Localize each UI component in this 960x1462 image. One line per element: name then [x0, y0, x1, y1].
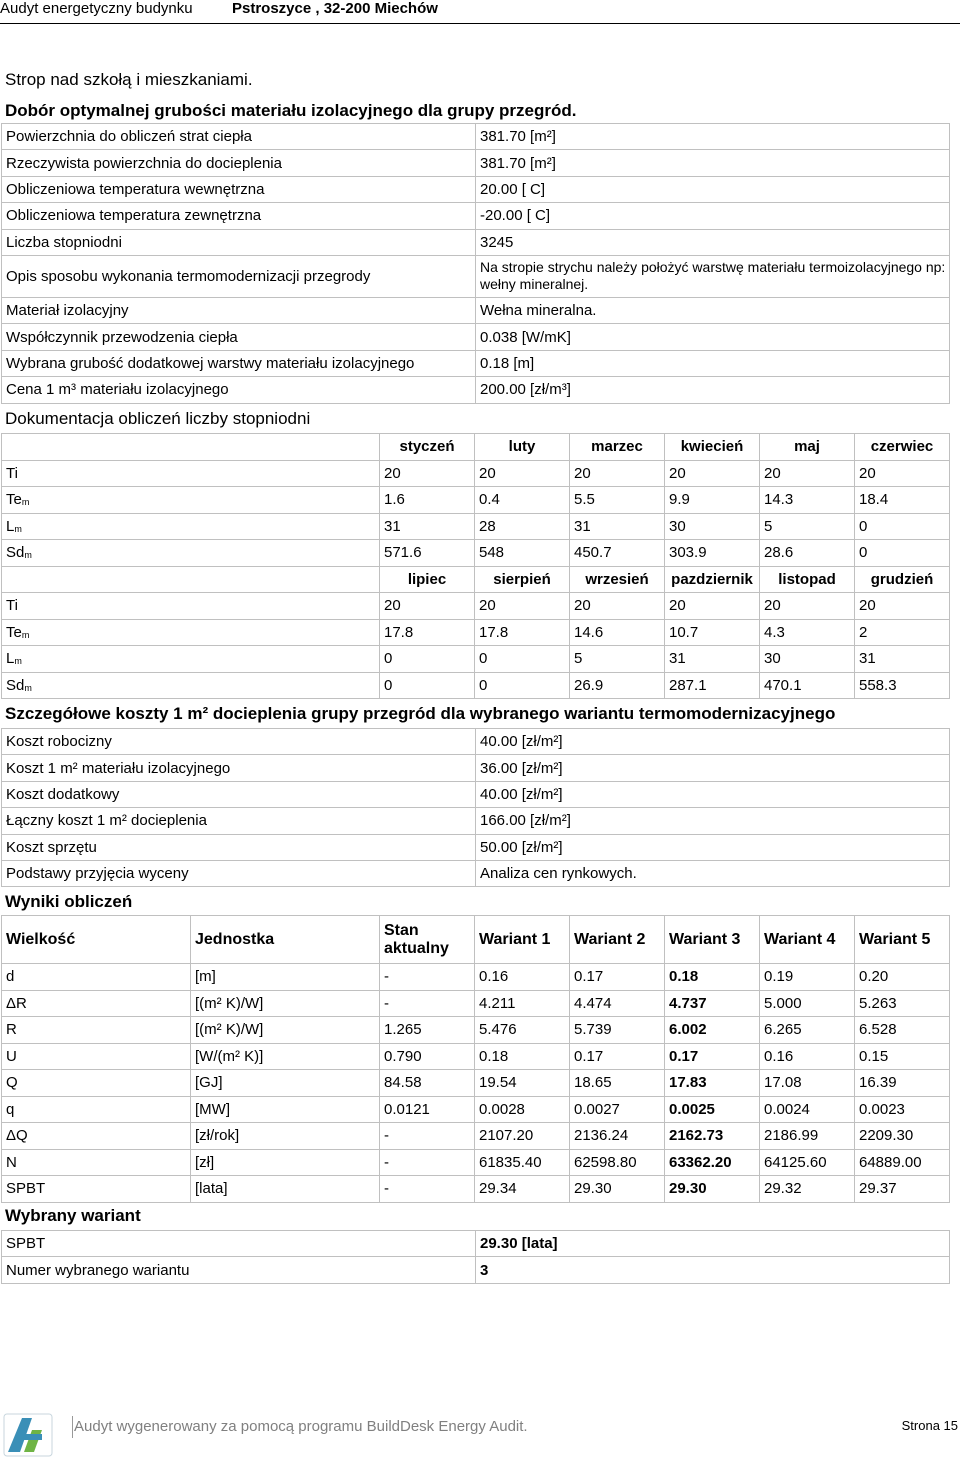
degree-days-title: Dokumentacja obliczeń liczby stopniodni	[5, 409, 311, 428]
param-row	[2, 324, 950, 350]
dd-row-label-text: Sd	[6, 544, 25, 562]
month-header: maj	[760, 434, 855, 461]
results-cell: 84.58	[380, 1070, 475, 1097]
results-cell: 0.15	[855, 1043, 950, 1070]
dd-row-label-text: Sd	[6, 676, 25, 694]
results-cell: 0.16	[475, 964, 570, 991]
dd-value: 20	[855, 460, 950, 487]
dd-value: 14.3	[760, 487, 855, 514]
cost-label: Łączny koszt 1 m² docieplenia	[2, 808, 476, 834]
dd-value: 5	[760, 513, 855, 540]
results-cell: 1.265	[380, 1017, 475, 1044]
dd-value: 20	[665, 593, 760, 620]
param-value: 0.18 [m]	[476, 350, 950, 376]
results-cell: 0.17	[665, 1043, 760, 1070]
param-row	[2, 229, 950, 255]
dd-value: 5	[570, 646, 665, 673]
cost-row	[2, 755, 950, 781]
dd-value: 548	[475, 540, 570, 567]
param-label: Współczynnik przewodzenia ciepła	[2, 324, 476, 350]
results-cell: Q	[2, 1070, 191, 1097]
results-header: Wariant 1	[475, 916, 570, 964]
param-row	[2, 176, 950, 202]
month-header: wrzesień	[570, 566, 665, 593]
month-header: sierpień	[475, 566, 570, 593]
results-cell: R	[2, 1017, 191, 1044]
results-cell: 0.790	[380, 1043, 475, 1070]
results-cell: [m]	[191, 964, 380, 991]
header-divider	[0, 23, 960, 24]
results-cell: 29.34	[475, 1176, 570, 1203]
dd-value: 20	[475, 593, 570, 620]
month-header: grudzień	[855, 566, 950, 593]
dd-value: 30	[665, 513, 760, 540]
param-label: Liczba stopniodni	[2, 229, 476, 255]
results-cell: 2186.99	[760, 1123, 855, 1150]
selected-table	[1, 1230, 950, 1284]
param-value: Na stropie strychu należy położyć warstwę materiału termoizolacyjnego np: wełny mineralnej.	[476, 255, 950, 297]
dd-row-label-text: Te	[6, 623, 22, 641]
dd-value: 0	[475, 672, 570, 699]
cost-value: 50.00 [zł/m²]	[476, 834, 950, 860]
param-value: 0.038 [W/mK]	[476, 324, 950, 350]
dd-value: 450.7	[570, 540, 665, 567]
results-cell: 2162.73	[665, 1123, 760, 1150]
results-cell: 0.0023	[855, 1096, 950, 1123]
results-cell: 6.265	[760, 1017, 855, 1044]
results-header: Stan aktualny	[380, 916, 475, 964]
month-header: marzec	[570, 434, 665, 461]
dd-value: 1.6	[380, 487, 475, 514]
dd-row-te	[2, 487, 950, 514]
results-row	[2, 1043, 950, 1070]
location: Pstroszyce , 32-200 Miechów	[232, 0, 438, 17]
month-header-row	[2, 434, 950, 461]
results-cell: 18.65	[570, 1070, 665, 1097]
cost-row	[2, 808, 950, 834]
dd-row-label-sub: m	[21, 629, 30, 640]
results-cell: 29.30	[665, 1176, 760, 1203]
dd-row-label-sub: m	[21, 497, 30, 508]
param-row	[2, 350, 950, 376]
selected-row	[2, 1257, 950, 1283]
cost-label: Koszt 1 m² materiału izolacyjnego	[2, 755, 476, 781]
dd-row-label	[2, 513, 380, 540]
params-table	[1, 123, 950, 404]
dd-value: 0.4	[475, 487, 570, 514]
results-row	[2, 1149, 950, 1176]
param-value: 200.00 [zł/m³]	[476, 377, 950, 403]
dd-value: 20	[570, 460, 665, 487]
results-cell: 63362.20	[665, 1149, 760, 1176]
cost-label: Koszt dodatkowy	[2, 781, 476, 807]
results-cell: 5.476	[475, 1017, 570, 1044]
dd-row-ti	[2, 460, 950, 487]
results-cell: 62598.80	[570, 1149, 665, 1176]
param-value: 381.70 [m²]	[476, 124, 950, 150]
results-cell: 4.474	[570, 990, 665, 1017]
results-table	[1, 915, 950, 1203]
cost-row	[2, 729, 950, 755]
dd-value: 20	[665, 460, 760, 487]
results-cell: -	[380, 1123, 475, 1150]
dd-row-sd	[2, 540, 950, 567]
results-row	[2, 1017, 950, 1044]
month-header: kwiecień	[665, 434, 760, 461]
dd-row-label	[2, 646, 380, 673]
results-cell: -	[380, 964, 475, 991]
param-row	[2, 203, 950, 229]
results-cell: 5.000	[760, 990, 855, 1017]
selected-title: Wybrany wariant	[5, 1206, 141, 1225]
param-label: Obliczeniowa temperatura wewnętrzna	[2, 176, 476, 202]
param-row	[2, 377, 950, 403]
dd-value: 10.7	[665, 619, 760, 646]
selected-label: SPBT	[2, 1231, 476, 1257]
dd-value: 0	[380, 646, 475, 673]
results-cell: 0.0024	[760, 1096, 855, 1123]
results-row	[2, 1176, 950, 1203]
footer-divider	[72, 1416, 73, 1438]
dd-value: 17.8	[380, 619, 475, 646]
month-header: luty	[475, 434, 570, 461]
results-cell: -	[380, 1149, 475, 1176]
costs-table	[1, 728, 950, 887]
results-row	[2, 1123, 950, 1150]
results-cell: 4.737	[665, 990, 760, 1017]
dd-value: 5.5	[570, 487, 665, 514]
dd-row-lm	[2, 646, 950, 673]
dd-value: 9.9	[665, 487, 760, 514]
results-header: Jednostka	[191, 916, 380, 964]
results-cell: 0.17	[570, 964, 665, 991]
dd-value: 31	[855, 646, 950, 673]
results-cell: 2209.30	[855, 1123, 950, 1150]
dd-value: 18.4	[855, 487, 950, 514]
section-title: Strop nad szkołą i mieszkaniami.	[5, 70, 253, 89]
cost-label: Podstawy przyjęcia wyceny	[2, 860, 476, 886]
param-value: 3245	[476, 229, 950, 255]
results-cell: U	[2, 1043, 191, 1070]
results-cell: 29.37	[855, 1176, 950, 1203]
cost-row	[2, 834, 950, 860]
costs-title: Szczegółowe koszty 1 m² docieplenia grupy przegród dla wybranego wariantu termomodernizacyjnego	[5, 704, 836, 723]
dd-row-label-sub: m	[24, 550, 32, 561]
dd-row-label	[2, 460, 380, 487]
doc-title: Audyt energetyczny budynku	[0, 0, 193, 17]
results-cell: [(m² K)/W]	[191, 1017, 380, 1044]
month-header: lipiec	[380, 566, 475, 593]
dd-value: 0	[475, 646, 570, 673]
month-header: styczeń	[380, 434, 475, 461]
results-cell: -	[380, 990, 475, 1017]
dd-value: 20	[760, 593, 855, 620]
cost-value: 40.00 [zł/m²]	[476, 781, 950, 807]
results-cell: 0.0025	[665, 1096, 760, 1123]
cost-value: Analiza cen rynkowych.	[476, 860, 950, 886]
results-cell: 5.739	[570, 1017, 665, 1044]
dd-row-label	[2, 619, 380, 646]
results-header: Wariant 4	[760, 916, 855, 964]
dd-row-label	[2, 487, 380, 514]
results-cell: 2136.24	[570, 1123, 665, 1150]
param-label: Materiał izolacyjny	[2, 297, 476, 323]
results-cell: 0.16	[760, 1043, 855, 1070]
dd-row-label-text: Ti	[6, 464, 18, 482]
results-header: Wariant 2	[570, 916, 665, 964]
results-cell: [lata]	[191, 1176, 380, 1203]
dd-row-label-sub: m	[14, 523, 22, 534]
page-number: Strona 15	[901, 1418, 958, 1433]
dd-row-label-text: Te	[6, 491, 22, 509]
results-cell: SPBT	[2, 1176, 191, 1203]
dd-value: 2	[855, 619, 950, 646]
dd-value: 0	[855, 540, 950, 567]
cost-row	[2, 860, 950, 886]
cost-label: Koszt robocizny	[2, 729, 476, 755]
results-cell: 16.39	[855, 1070, 950, 1097]
param-label: Opis sposobu wykonania termomodernizacji przegrody	[2, 255, 476, 297]
dd-value: 31	[665, 646, 760, 673]
results-cell: 64889.00	[855, 1149, 950, 1176]
param-label: Wybrana grubość dodatkowej warstwy materiału izolacyjnego	[2, 350, 476, 376]
dd-value: 28	[475, 513, 570, 540]
dd-row-label	[2, 672, 380, 699]
dd-value: 558.3	[855, 672, 950, 699]
results-cell: [(m² K)/W]	[191, 990, 380, 1017]
results-cell: 6.002	[665, 1017, 760, 1044]
dd-value: 14.6	[570, 619, 665, 646]
dd-value: 30	[760, 646, 855, 673]
dd-row-ti	[2, 593, 950, 620]
dd-row-lm	[2, 513, 950, 540]
param-value: 381.70 [m²]	[476, 150, 950, 176]
dd-value: 571.6	[380, 540, 475, 567]
results-cell: 0.17	[570, 1043, 665, 1070]
dd-row-label-text: L	[6, 650, 15, 668]
dd-value: 20	[380, 593, 475, 620]
results-cell: 19.54	[475, 1070, 570, 1097]
results-cell: 2107.20	[475, 1123, 570, 1150]
results-title: Wyniki obliczeń	[5, 892, 133, 911]
selected-value: 3	[476, 1257, 950, 1283]
dd-value: 4.3	[760, 619, 855, 646]
footer-text: Audyt wygenerowany za pomocą programu BuildDesk Energy Audit.	[74, 1418, 528, 1435]
param-value: 20.00 [ C]	[476, 176, 950, 202]
dd-value: 0	[380, 672, 475, 699]
results-cell: d	[2, 964, 191, 991]
blank-cell	[2, 434, 380, 461]
results-cell: 17.83	[665, 1070, 760, 1097]
results-cell: 17.08	[760, 1070, 855, 1097]
results-header: Wariant 5	[855, 916, 950, 964]
results-cell: 61835.40	[475, 1149, 570, 1176]
param-row	[2, 255, 950, 297]
results-cell: [zł]	[191, 1149, 380, 1176]
builddesk-logo	[2, 1412, 54, 1458]
results-row	[2, 990, 950, 1017]
param-row	[2, 150, 950, 176]
dd-row-label-sub: m	[24, 682, 32, 693]
dd-value: 0	[855, 513, 950, 540]
dd-value: 20	[570, 593, 665, 620]
dd-value: 31	[570, 513, 665, 540]
results-row	[2, 964, 950, 991]
dd-row-label-sub: m	[14, 656, 22, 667]
results-cell: 0.18	[475, 1043, 570, 1070]
dd-value: 31	[380, 513, 475, 540]
results-cell: 29.32	[760, 1176, 855, 1203]
results-cell: 64125.60	[760, 1149, 855, 1176]
dd-row-te	[2, 619, 950, 646]
dd-value: 20	[380, 460, 475, 487]
results-cell: 0.0027	[570, 1096, 665, 1123]
dd-row-label-text: Ti	[6, 597, 18, 615]
degree-days-table	[1, 433, 950, 699]
dd-value: 20	[760, 460, 855, 487]
results-cell: ΔQ	[2, 1123, 191, 1150]
results-cell: q	[2, 1096, 191, 1123]
results-cell: [zł/rok]	[191, 1123, 380, 1150]
results-cell: [W/(m² K)]	[191, 1043, 380, 1070]
dd-row-label	[2, 540, 380, 567]
month-header: listopad	[760, 566, 855, 593]
param-row	[2, 297, 950, 323]
param-label: Obliczeniowa temperatura zewnętrzna	[2, 203, 476, 229]
cost-row	[2, 781, 950, 807]
results-cell: 5.263	[855, 990, 950, 1017]
cost-value: 36.00 [zł/m²]	[476, 755, 950, 781]
param-label: Rzeczywista powierzchnia do docieplenia	[2, 150, 476, 176]
results-header: Wielkość	[2, 916, 191, 964]
results-cell: 0.0121	[380, 1096, 475, 1123]
results-cell: N	[2, 1149, 191, 1176]
results-cell: ΔR	[2, 990, 191, 1017]
results-header: Wariant 3	[665, 916, 760, 964]
dd-value: 470.1	[760, 672, 855, 699]
results-header-row	[2, 916, 950, 964]
cost-value: 40.00 [zł/m²]	[476, 729, 950, 755]
month-header: czerwiec	[855, 434, 950, 461]
results-cell: 0.18	[665, 964, 760, 991]
results-cell: 6.528	[855, 1017, 950, 1044]
results-cell: 0.0028	[475, 1096, 570, 1123]
results-cell: 0.19	[760, 964, 855, 991]
results-cell: -	[380, 1176, 475, 1203]
param-value: -20.00 [ C]	[476, 203, 950, 229]
selected-row	[2, 1231, 950, 1257]
selected-value: 29.30 [lata]	[476, 1231, 950, 1257]
blank-cell	[2, 566, 380, 593]
subtitle: Dobór optymalnej grubości materiału izolacyjnego dla grupy przegród.	[5, 101, 577, 120]
results-cell: 0.20	[855, 964, 950, 991]
dd-value: 26.9	[570, 672, 665, 699]
dd-value: 20	[855, 593, 950, 620]
param-label: Powierzchnia do obliczeń strat ciepła	[2, 124, 476, 150]
dd-value: 287.1	[665, 672, 760, 699]
selected-label: Numer wybranego wariantu	[2, 1257, 476, 1283]
dd-value: 17.8	[475, 619, 570, 646]
results-cell: 29.30	[570, 1176, 665, 1203]
cost-label: Koszt sprzętu	[2, 834, 476, 860]
results-row	[2, 1096, 950, 1123]
results-cell: [GJ]	[191, 1070, 380, 1097]
dd-value: 20	[475, 460, 570, 487]
dd-row-label	[2, 593, 380, 620]
dd-value: 303.9	[665, 540, 760, 567]
dd-row-sd	[2, 672, 950, 699]
param-label: Cena 1 m³ materiału izolacyjnego	[2, 377, 476, 403]
results-cell: 4.211	[475, 990, 570, 1017]
results-cell: [MW]	[191, 1096, 380, 1123]
dd-value: 28.6	[760, 540, 855, 567]
param-value: Wełna mineralna.	[476, 297, 950, 323]
month-header: pazdziernik	[665, 566, 760, 593]
param-row	[2, 124, 950, 150]
month-header-row	[2, 566, 950, 593]
results-row	[2, 1070, 950, 1097]
cost-value: 166.00 [zł/m²]	[476, 808, 950, 834]
dd-row-label-text: L	[6, 517, 15, 535]
